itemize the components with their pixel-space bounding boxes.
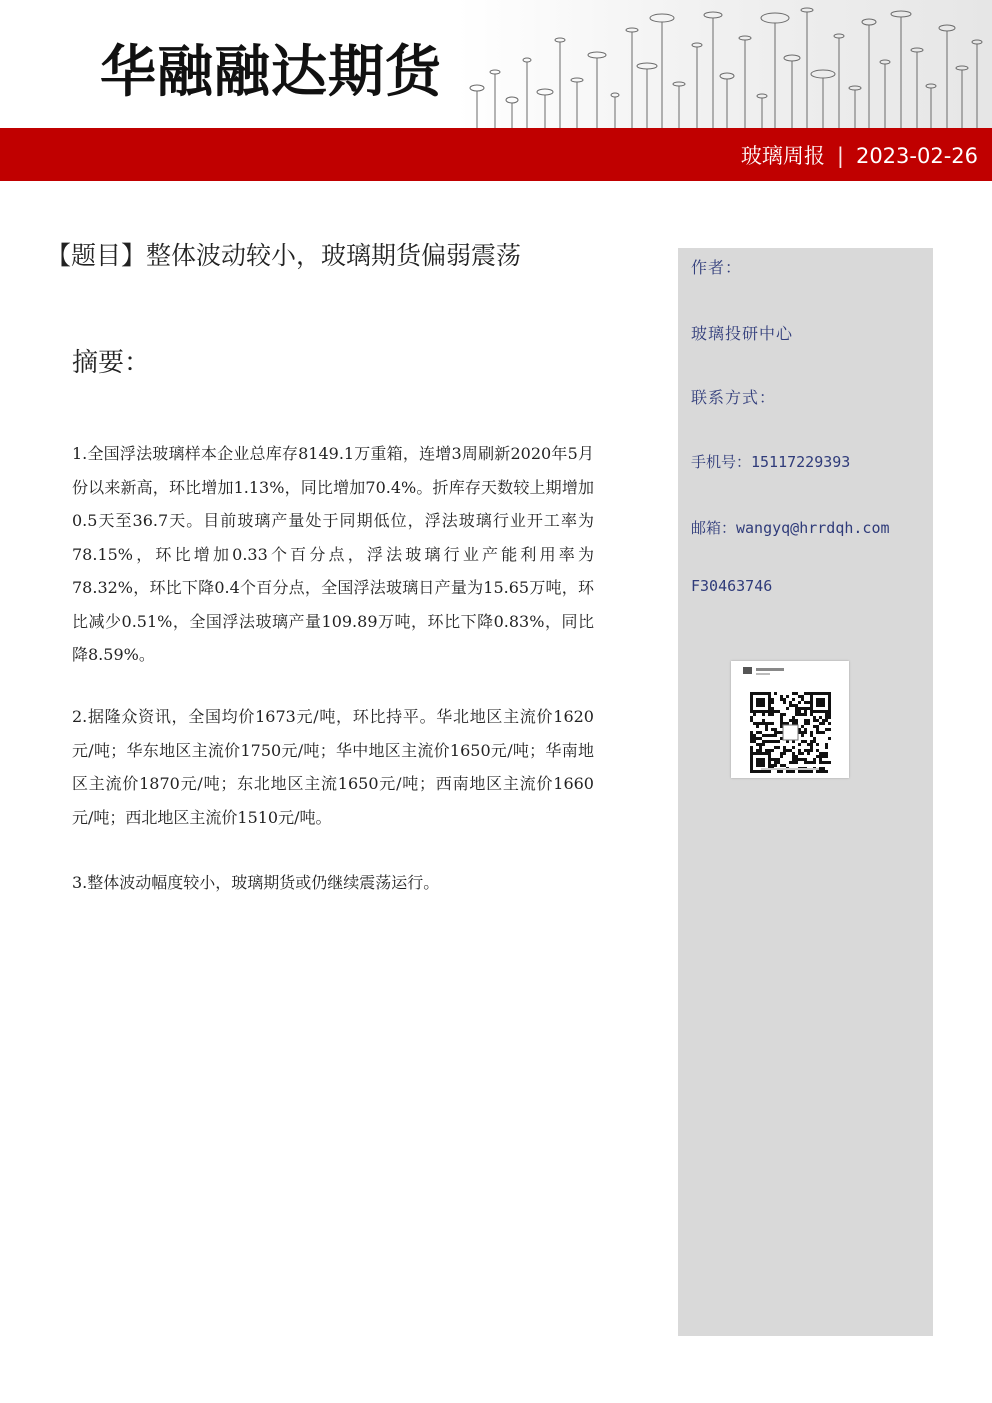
phone-number: 手机号：15117229393 [691, 453, 851, 471]
qualification-id: F30463746 [691, 577, 773, 595]
report-type-label: 玻璃周报 [740, 144, 825, 168]
author-sidebar [678, 248, 933, 1336]
decorative-lines-graphic [457, 0, 992, 128]
abstract-heading: 摘要： [72, 348, 151, 378]
author-label: 作者： [691, 258, 743, 277]
abstract-paragraph-2: 2.据隆众资讯，全国均价1673元/吨，环比持平。华北地区主流价1620元/吨；华东地区主流价1750元/吨；华中地区主流价1650元/吨；华南地区主流价1870元/吨；东北地区主流1650元/吨；西南地区主流价1660元/吨；西北地区主流价1510元/吨。 [72, 707, 594, 827]
department-name: 玻璃投研中心 [691, 324, 794, 343]
contact-label: 联系方式： [691, 388, 777, 407]
company-logo-text: 华融融达期货 [100, 40, 442, 105]
wechat-qr-code-icon [731, 661, 849, 778]
abstract-paragraph-1: 1.全国浮法玻璃样本企业总库存8149.1万重箱，连增3周刷新2020年5月份以来新高，环比增加1.13%，同比增加70.4%。折库存天数较上期增加0.5天至36.7天。目前玻璃产量处于同期低位，浮法玻璃行业开工率为78.15%，环比增加0.33个百分点，浮法玻璃行业产能利用率为78.32%，环比下降0.4个百分点，全国浮法玻璃日产量为15.65万吨，环比减少0.51%，全国浮法玻璃产量109.89万吨，环比下降0.83%，同比降8.59%。 [72, 444, 594, 664]
report-date: 2023-02-26 [855, 144, 978, 168]
header-separator: | [836, 144, 844, 168]
email-address: 邮箱：wangyq@hrrdqh.com [691, 519, 890, 537]
abstract-paragraph-3: 3.整体波动幅度较小，玻璃期货或仍继续震荡运行。 [72, 873, 440, 892]
header-info [741, 140, 978, 170]
report-title: 【题目】整体波动较小，玻璃期货偏弱震荡 [46, 241, 522, 270]
